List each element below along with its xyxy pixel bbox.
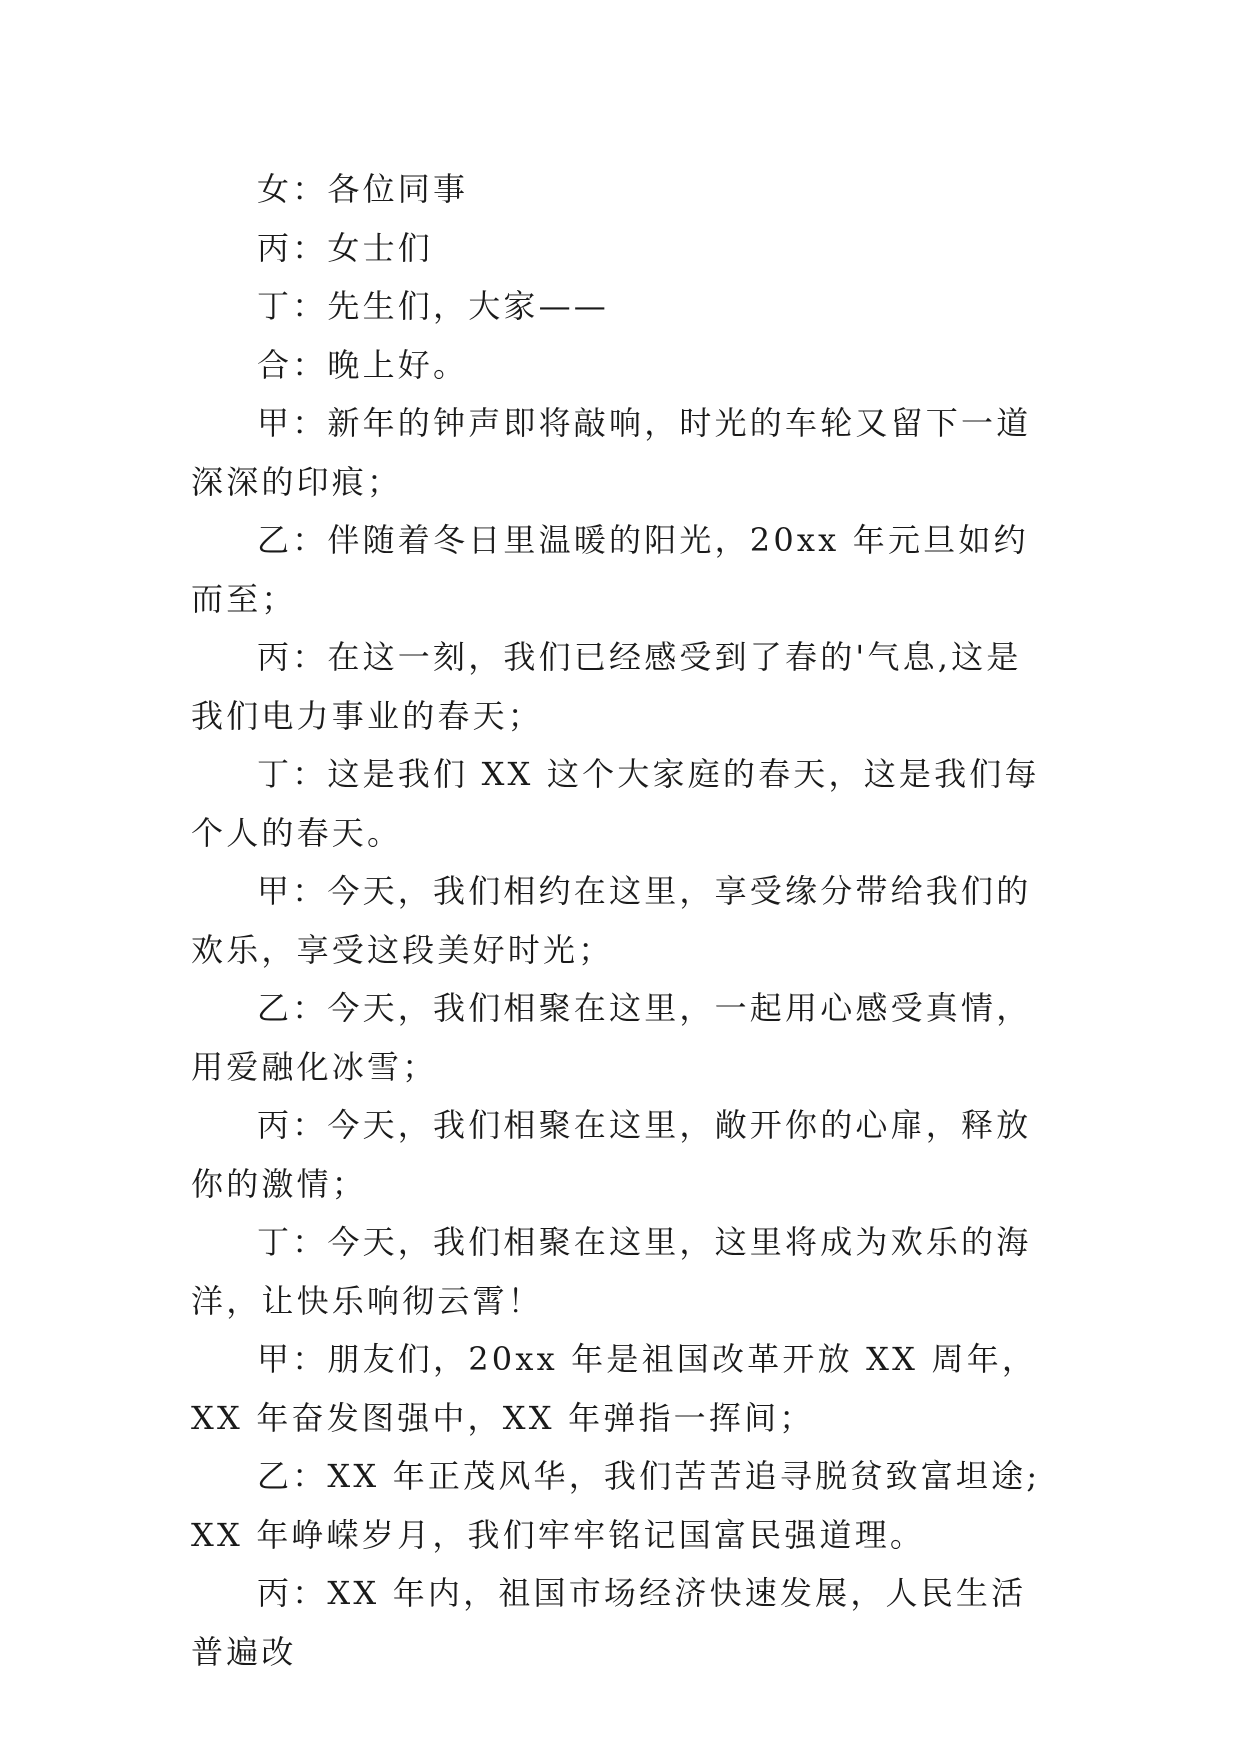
paragraph: 甲：新年的钟声即将敲响，时光的车轮又留下一道深深的印痕； [191, 404, 1032, 501]
paragraph: 丙：XX 年内，祖国市场经济快速发展，人民生活普遍改 [191, 1574, 1027, 1671]
paragraph: 合：晚上好。 [257, 345, 469, 384]
paragraph: 丙：女士们 [257, 228, 434, 267]
paragraph: 丁：今天，我们相聚在这里，这里将成为欢乐的海洋，让快乐响彻云霄！ [191, 1223, 1032, 1320]
paragraph: 丙：今天，我们相聚在这里，敞开你的心扉，释放你的激情； [191, 1106, 1032, 1203]
paragraph: 乙：今天，我们相聚在这里，一起用心感受真情，用爱融化冰雪； [191, 989, 1032, 1086]
paragraph: 甲：今天，我们相约在这里，享受缘分带给我们的欢乐，享受这段美好时光； [191, 872, 1032, 969]
paragraph: 甲：朋友们，20xx 年是祖国改革开放 XX 周年，XX 年奋发图强中，XX 年弹指一挥间； [191, 1340, 1038, 1437]
paragraph: 丁：这是我们 XX 这个大家庭的春天，这是我们每个人的春天。 [191, 755, 1040, 852]
paragraph: 乙：伴随着冬日里温暖的阳光，20xx 年元旦如约而至； [191, 521, 1029, 618]
paragraph: 丁：先生们，大家—— [257, 287, 610, 325]
paragraph: 女：各位同事 [257, 170, 469, 208]
paragraph: 乙：XX 年正茂风华，我们苦苦追寻脱贫致富坦途;XX 年峥嵘岁月，我们牢牢铭记国富民强道理。 [191, 1457, 1041, 1554]
document-body [191, 160, 1051, 1681]
paragraph: 丙：在这一刻，我们已经感受到了春的'气息,这是我们电力事业的春天； [191, 638, 1022, 735]
